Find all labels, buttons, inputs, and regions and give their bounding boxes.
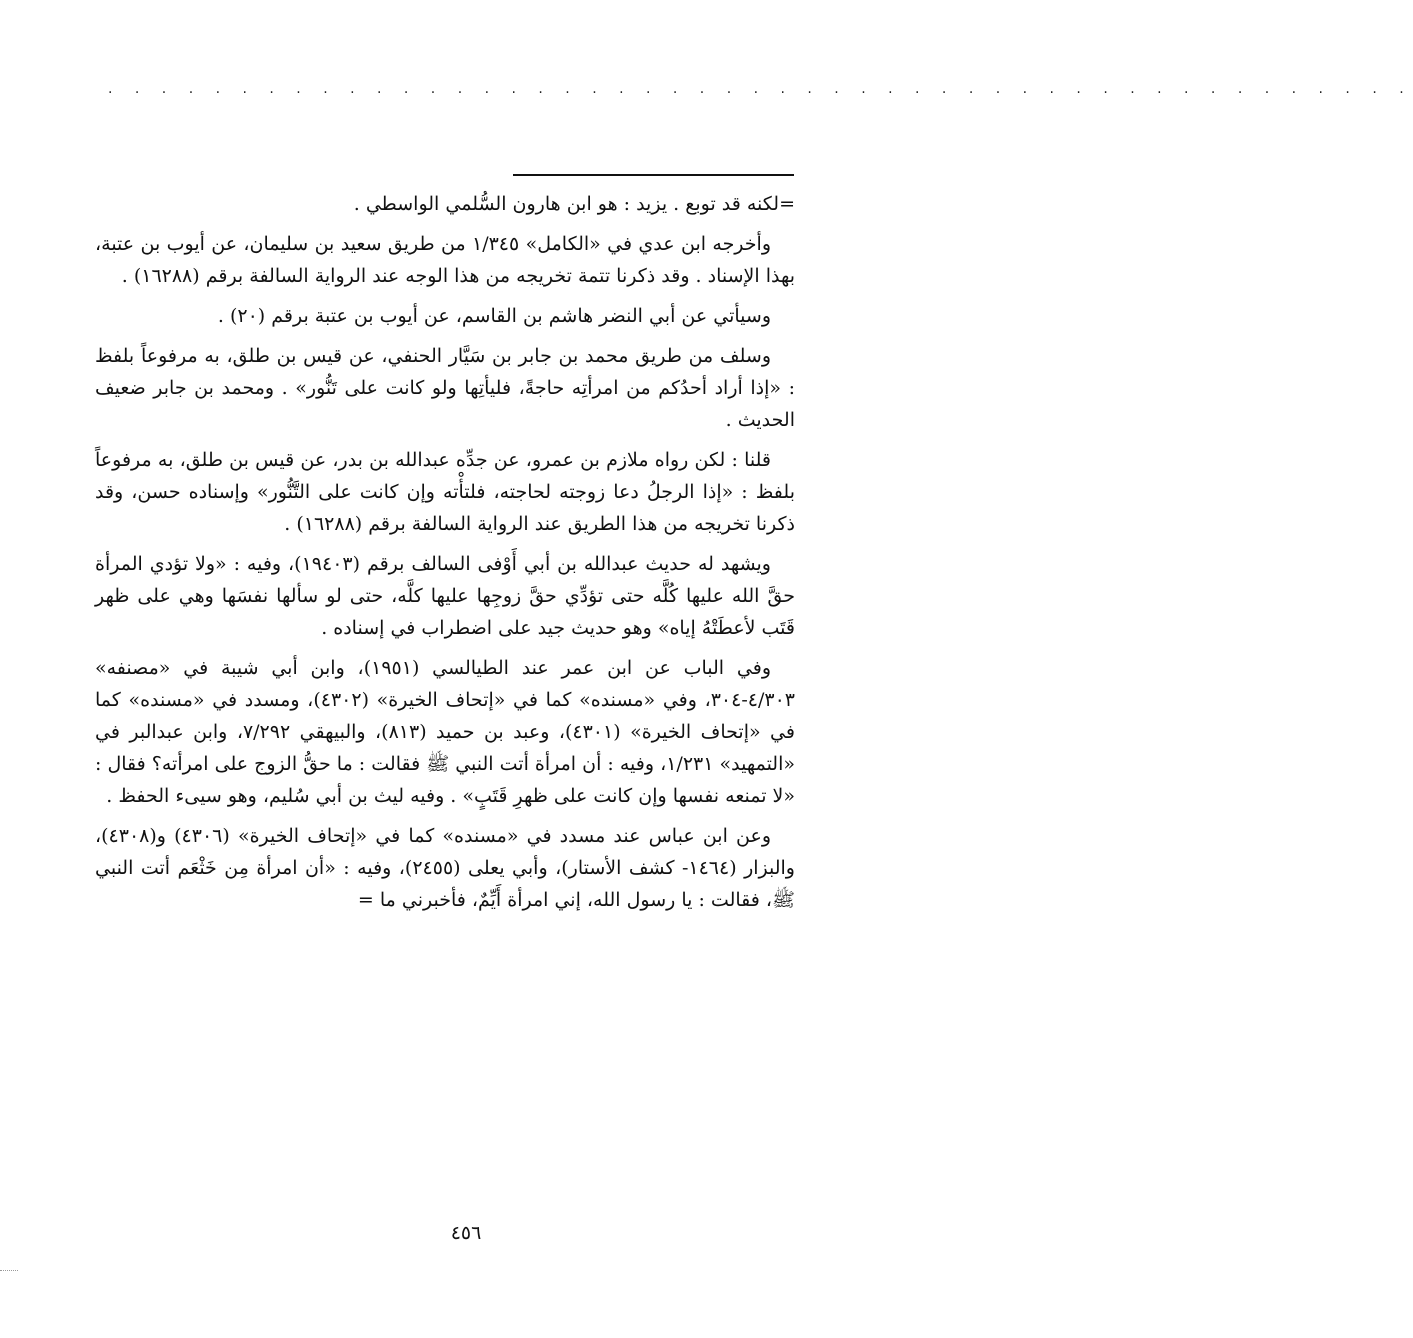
footnote-paragraph: ويشهد له حديث عبدالله بن أبي أَوْفى السالف برقم (١٩٤٠٣)، وفيه : «ولا تؤدي المرأة حقَّ الله عليها كُلَّه حتى تؤدِّي حقَّ زوجِها عليها كلَّه، حتى لو سألها نفسَها وهي على ظهر قَتَب لأعطَتْهُ إياه» وهو حديث جيد على اضطراب في إسناده . [95, 553, 795, 639]
footnote-paragraph: وسلف من طريق محمد بن جابر بن سَيَّار الحنفي، عن قيس بن طلق، به مرفوعاً بلفظ : «إذا أراد أحدُكم من امرأتِه حاجةً، فليأتِها ولو كانت على تَنُّور» . ومحمد بن جابر ضعيف الحديث . [95, 345, 795, 431]
footnote-paragraph: وفي الباب عن ابن عمر عند الطيالسي (١٩٥١)، وابن أبي شيبة في «مصنفه» ٤/٣٠٣-٣٠٤، وفي «مسنده» كما في «إتحاف الخيرة» (٤٣٠٢)، ومسدد في «مسنده» كما في «إتحاف الخيرة» (٤٣٠١)، وعبد بن حميد (٨١٣)، والبيهقي ٧/٢٩٢، وابن عبدالبر في «التمهيد» ١/٢٣١، وفيه : أن امرأة أتت النبي ﷺ فقالت : ما حقُّ الزوج على امرأته؟ فقال : «لا تمنعه نفسها وإن كانت على ظهرِ قَتَبٍ» . وفيه ليث بن أبي سُليم، وهو سيىء الحفظ . [95, 657, 795, 807]
header-dotted-line: · · · · · · · · · · · · · · · · · · · · · · · · · · · · · · · · · · · · · · · · · · · · · · · · · [108, 85, 1413, 101]
footnote-paragraph: وأخرجه ابن عدي في «الكامل» ١/٣٤٥ من طريق سعيد بن سليمان، عن أيوب بن عتبة، بهذا الإسناد . وقد ذكرنا تتمة تخريجه من هذا الوجه عند الرواية السالفة برقم (١٦٢٨٨) . [95, 233, 795, 287]
scan-edge-mark [0, 1270, 18, 1273]
footnote-paragraph: وسيأتي عن أبي النضر هاشم بن القاسم، عن أيوب بن عتبة برقم (٢٠) . [217, 305, 771, 327]
footnote-paragraph: وعن ابن عباس عند مسدد في «مسنده» كما في «إتحاف الخيرة» (٤٣٠٦) و(٤٣٠٨)، والبزار (١٤٦٤- كشف الأستار)، وأبي يعلى (٢٤٥٥)، وفيه : «أن امرأة مِن خَثْعَم أتت النبي ﷺ، فقالت : يا رسول الله، إني امرأة أَيِّمٌ، فأخبرني ما = [95, 825, 795, 911]
footnote-paragraph: قلنا : لكن رواه ملازم بن عمرو، عن جدِّه عبدالله بن بدر، عن قيس بن طلق، به مرفوعاً بلفظ : «إذا الرجلُ دعا زوجته لحاجته، فلتأْته وإن كانت على التَّنُّور» وإسناده حسن، وقد ذكرنا تخريجه من هذا الطريق عند الرواية السالفة برقم (١٦٢٨٨) . [95, 449, 795, 535]
footnote-separator [513, 174, 794, 176]
page-number: ٤٥٦ [450, 1222, 482, 1244]
footnote-paragraph: =لكنه قد توبع . يزيد : هو ابن هارون السُّلمي الواسطي . [353, 193, 795, 215]
footnotes-body [95, 188, 795, 924]
